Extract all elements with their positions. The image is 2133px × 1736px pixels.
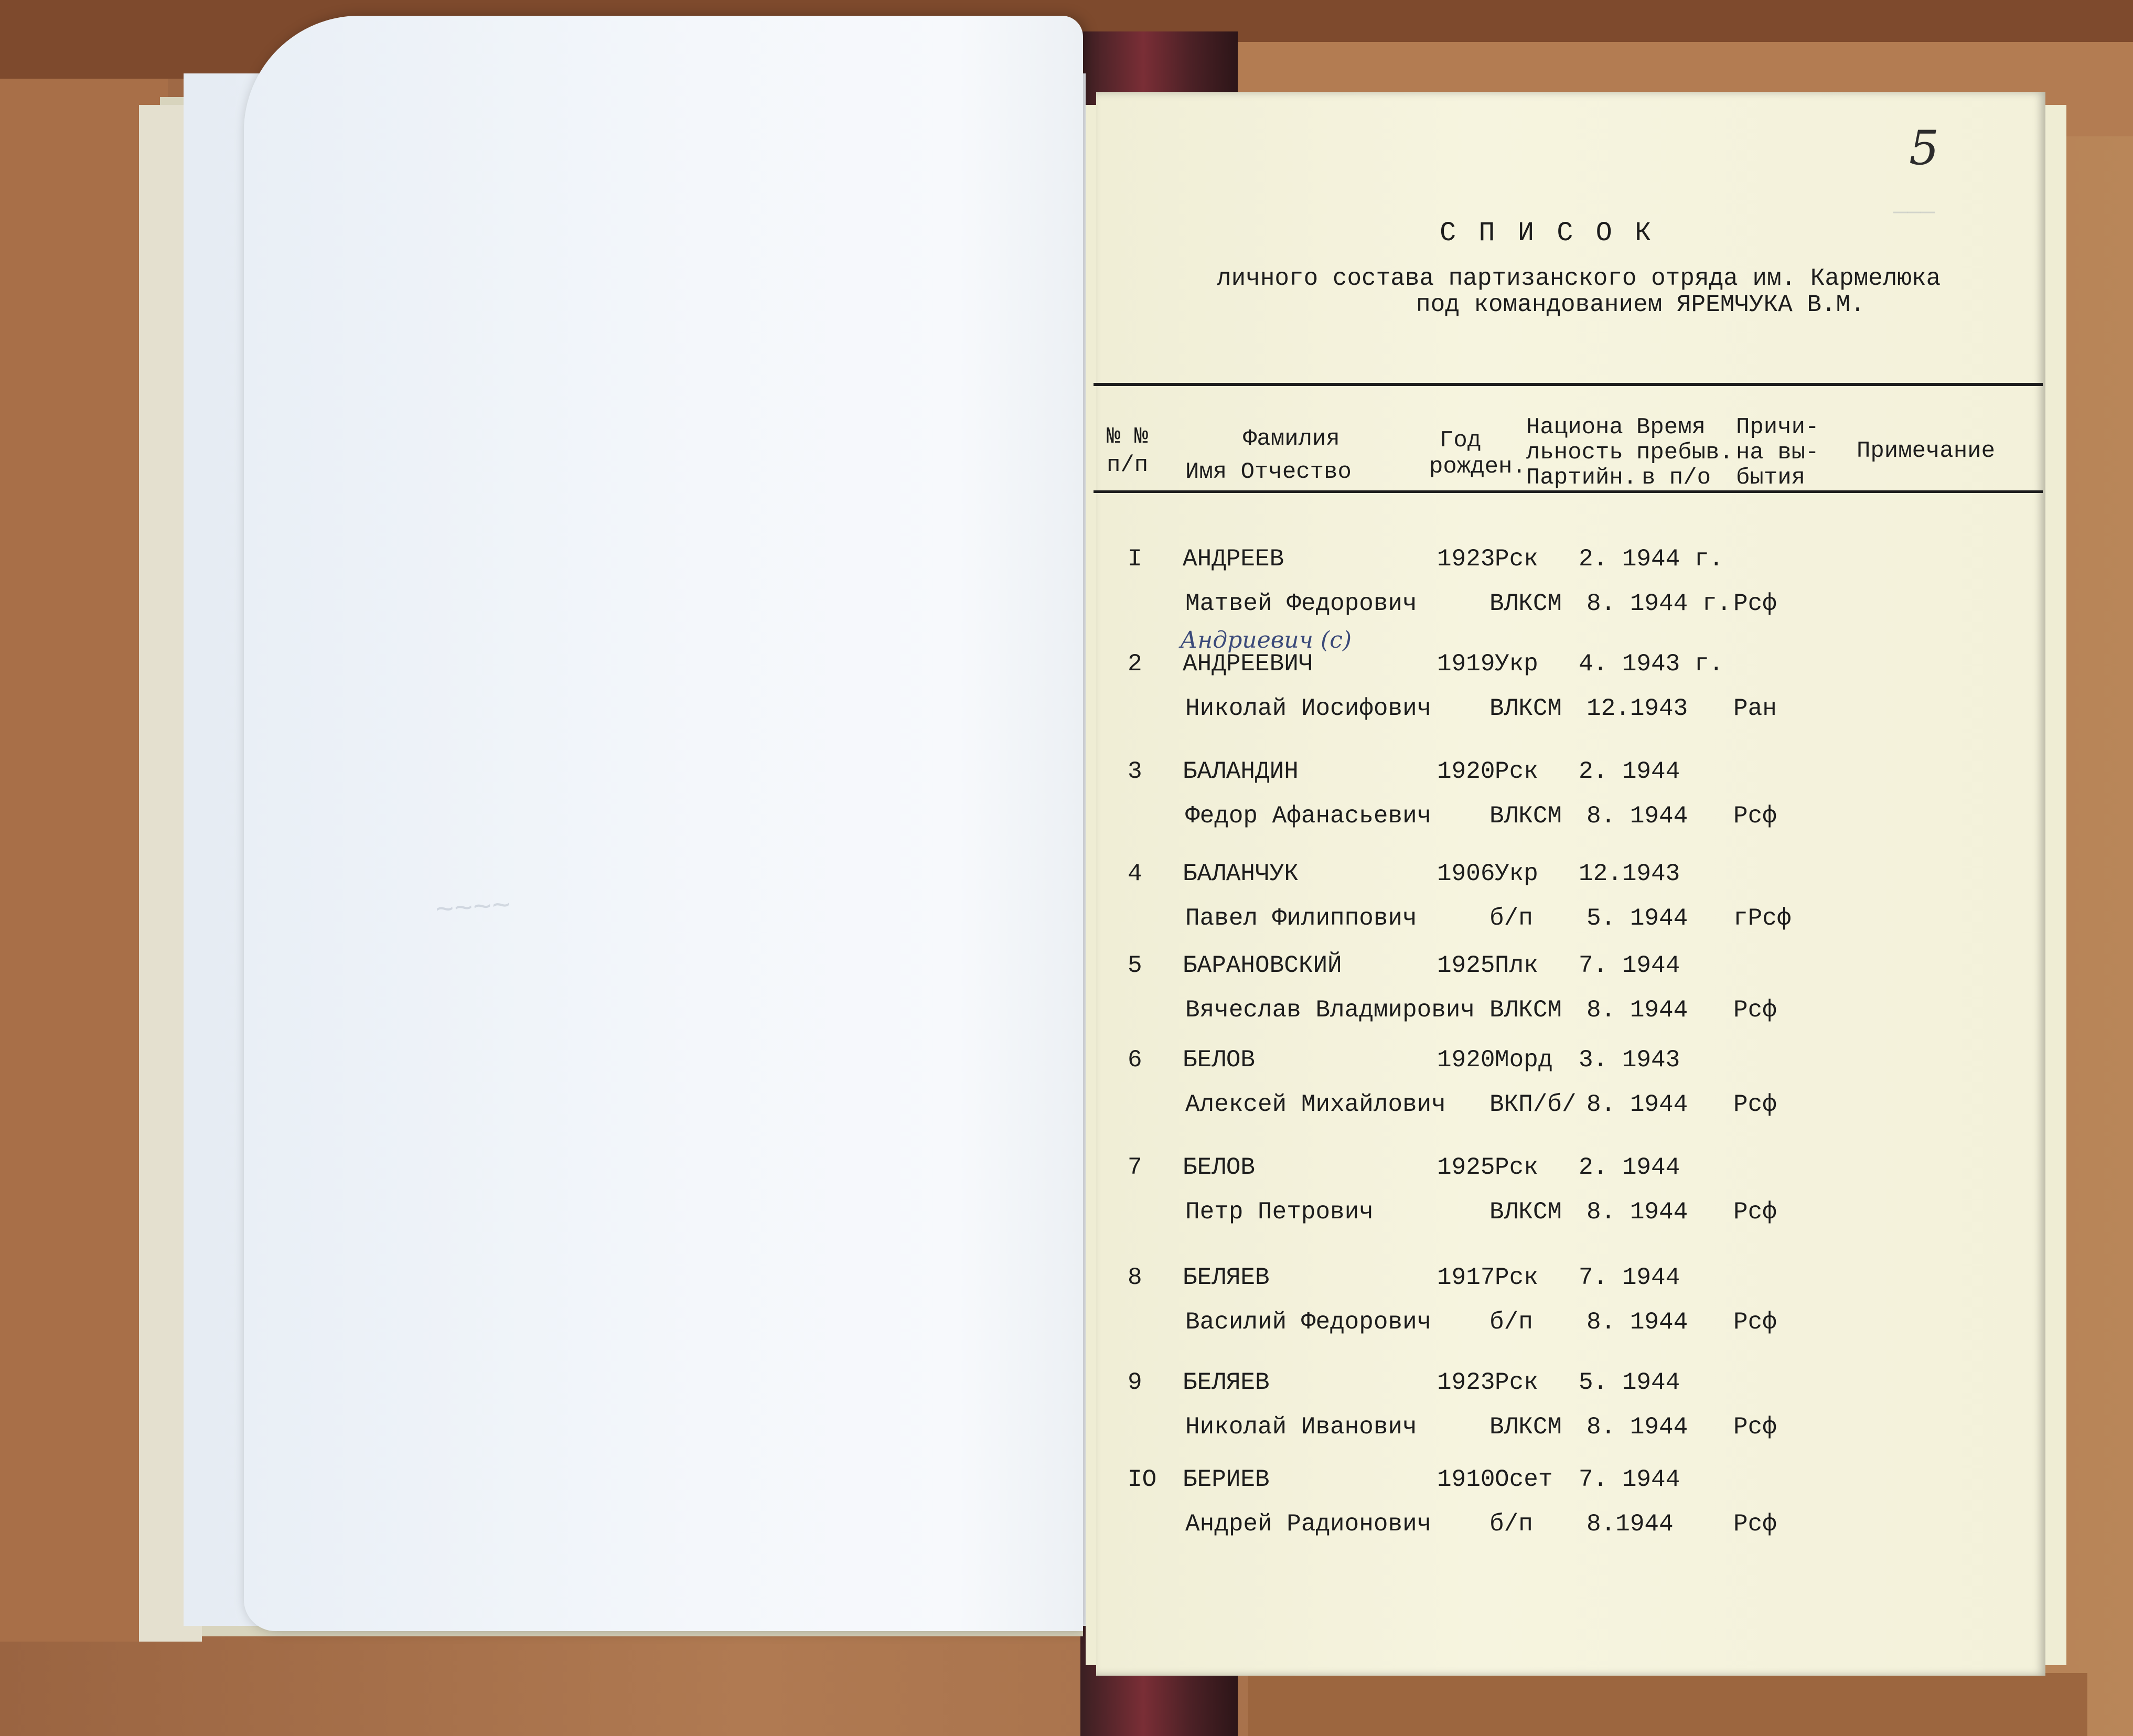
row-number: 8 (1128, 1264, 1142, 1291)
row-time-end: 8. 1944 (1587, 1309, 1688, 1336)
left-blank-page (244, 16, 1083, 1631)
row-party: ВЛКСМ (1489, 802, 1562, 830)
row-year: 1919 (1437, 650, 1495, 678)
row-surname: БЕЛОВ (1183, 1046, 1256, 1074)
row-surname: АНДРЕЕВ (1183, 545, 1284, 573)
row-surname: БЕЛЯЕВ (1183, 1264, 1270, 1291)
row-reason: Рсф (1733, 1413, 1777, 1441)
row-year: 1925 (1437, 1154, 1495, 1181)
document-subtitle-line1: личного состава партизанского отряда им. Кармелюка (1217, 265, 1941, 292)
row-nationality: Морд (1495, 1046, 1553, 1074)
row-given-name: Алексей Михайлович (1185, 1091, 1446, 1118)
row-surname: БАРАНОВСКИЙ (1183, 952, 1342, 979)
header-time-line2: пребыв. (1636, 440, 1733, 466)
row-year: 1925 (1437, 952, 1495, 979)
row-time-end: 12.1943 (1587, 695, 1688, 722)
row-nationality: Рск (1495, 758, 1538, 785)
row-nationality: Плк (1495, 952, 1538, 979)
document-title: С П И С О К (1440, 218, 1655, 249)
row-reason: гРсф (1733, 905, 1792, 932)
row-time-end: 8. 1944 (1587, 996, 1688, 1024)
header-nat-line1: Национа (1526, 414, 1623, 441)
row-reason: Рсф (1733, 1198, 1777, 1226)
row-time-end: 8. 1944 (1587, 802, 1688, 830)
row-number: I (1128, 545, 1142, 573)
header-name-line2: Имя Отчество (1185, 459, 1352, 485)
row-surname: БАЛАНДИН (1183, 758, 1299, 785)
row-party: б/п (1489, 1510, 1533, 1538)
row-time-start: 7. 1944 (1579, 952, 1680, 979)
header-year-line2: рожден. (1429, 454, 1526, 480)
row-party: ВЛКСМ (1489, 695, 1562, 722)
row-number: 9 (1128, 1369, 1142, 1396)
page-number: 5 (1909, 121, 1939, 176)
row-reason: Рсф (1733, 996, 1777, 1024)
row-number: IO (1128, 1466, 1157, 1493)
row-time-end: 8. 1944 г. (1587, 590, 1732, 617)
header-reason-line3: бытия (1736, 465, 1806, 491)
row-given-name: Федор Афанасьевич (1185, 802, 1432, 830)
header-name-line1: Фамилия (1243, 426, 1340, 452)
row-reason: Рсф (1733, 590, 1777, 617)
row-nationality: Рск (1495, 1369, 1538, 1396)
row-time-start: 2. 1944 (1579, 758, 1680, 785)
row-given-name: Василий Федорович (1185, 1309, 1432, 1336)
row-party: б/п (1489, 905, 1533, 932)
row-nationality: Укр (1495, 860, 1538, 887)
header-time-line1: Время (1636, 414, 1706, 441)
row-given-name: Вячеслав Владмирович (1185, 996, 1475, 1024)
row-time-end: 8. 1944 (1587, 1413, 1688, 1441)
row-year: 1920 (1437, 758, 1495, 785)
row-time-end: 8. 1944 (1587, 1091, 1688, 1118)
header-year-line1: Год (1440, 427, 1482, 454)
document-subtitle-line2: под командованием ЯРЕМЧУКА В.М. (1416, 291, 1865, 318)
row-nationality: Осет (1495, 1466, 1553, 1493)
row-time-end: 5. 1944 (1587, 905, 1688, 932)
row-reason: Ран (1733, 695, 1777, 722)
row-time-start: 12.1943 (1579, 860, 1680, 887)
row-time-start: 7. 1944 (1579, 1466, 1680, 1493)
header-reason-line1: Причи- (1736, 414, 1819, 441)
row-surname: БАЛАНЧУК (1183, 860, 1299, 887)
row-number: 7 (1128, 1154, 1142, 1181)
row-given-name: Андрей Радионович (1185, 1510, 1432, 1538)
row-nationality: Рск (1495, 1264, 1538, 1291)
row-year: 1920 (1437, 1046, 1495, 1074)
handwritten-annotation: Андриевич (с) (1180, 627, 1352, 653)
row-year: 1923 (1437, 1369, 1495, 1396)
row-year: 1910 (1437, 1466, 1495, 1493)
left-page-faint-mark: ~~~~ (434, 889, 512, 930)
row-nationality: Укр (1495, 650, 1538, 678)
row-surname: БЕЛЯЕВ (1183, 1369, 1270, 1396)
row-given-name: Николай Иванович (1185, 1413, 1417, 1441)
row-given-name: Павел Филиппович (1185, 905, 1417, 932)
header-reason-line2: на вы- (1736, 440, 1819, 466)
row-year: 1906 (1437, 860, 1495, 887)
row-surname: БЕЛОВ (1183, 1154, 1256, 1181)
row-year: 1923 (1437, 545, 1495, 573)
header-nat-line3: Партийн. (1526, 465, 1637, 491)
row-reason: Рсф (1733, 1510, 1777, 1538)
row-number: 3 (1128, 758, 1142, 785)
row-party: ВЛКСМ (1489, 1198, 1562, 1226)
row-time-start: 2. 1944 г. (1579, 545, 1724, 573)
row-time-start: 7. 1944 (1579, 1264, 1680, 1291)
row-number: 2 (1128, 650, 1142, 678)
row-year: 1917 (1437, 1264, 1495, 1291)
row-time-start: 5. 1944 (1579, 1369, 1680, 1396)
row-reason: Рсф (1733, 1309, 1777, 1336)
row-party: ВКП/б/ (1489, 1091, 1577, 1118)
row-time-end: 8.1944 (1587, 1510, 1674, 1538)
row-party: ВЛКСМ (1489, 590, 1562, 617)
row-time-start: 4. 1943 г. (1579, 650, 1724, 678)
table-top-rule (1094, 383, 2043, 386)
row-reason: Рсф (1733, 1091, 1777, 1118)
row-time-end: 8. 1944 (1587, 1198, 1688, 1226)
header-time-line3: в п/о (1642, 465, 1711, 491)
board-bottom-edge (1248, 1673, 2087, 1736)
row-party: б/п (1489, 1309, 1533, 1336)
row-nationality: Рск (1495, 545, 1538, 573)
row-nationality: Рск (1495, 1154, 1538, 1181)
row-party: ВЛКСМ (1489, 1413, 1562, 1441)
row-surname: АНДРЕЕВИЧ (1183, 650, 1313, 678)
row-given-name: Матвей Федорович (1185, 590, 1417, 617)
row-party: ВЛКСМ (1489, 996, 1562, 1024)
row-number: 4 (1128, 860, 1142, 887)
row-number: 6 (1128, 1046, 1142, 1074)
row-surname: БЕРИЕВ (1183, 1466, 1270, 1493)
row-time-start: 2. 1944 (1579, 1154, 1680, 1181)
row-time-start: 3. 1943 (1579, 1046, 1680, 1074)
row-number: 5 (1128, 952, 1142, 979)
header-num-line2: п/п (1107, 452, 1149, 478)
header-note: Примечание (1857, 438, 1996, 464)
header-num-line1: № № (1107, 424, 1149, 450)
row-given-name: Николай Иосифович (1185, 695, 1432, 722)
bleed-through-mark: ——— (1893, 199, 1935, 226)
row-given-name: Петр Петрович (1185, 1198, 1374, 1226)
row-reason: Рсф (1733, 802, 1777, 830)
header-nat-line2: льность (1526, 440, 1623, 466)
